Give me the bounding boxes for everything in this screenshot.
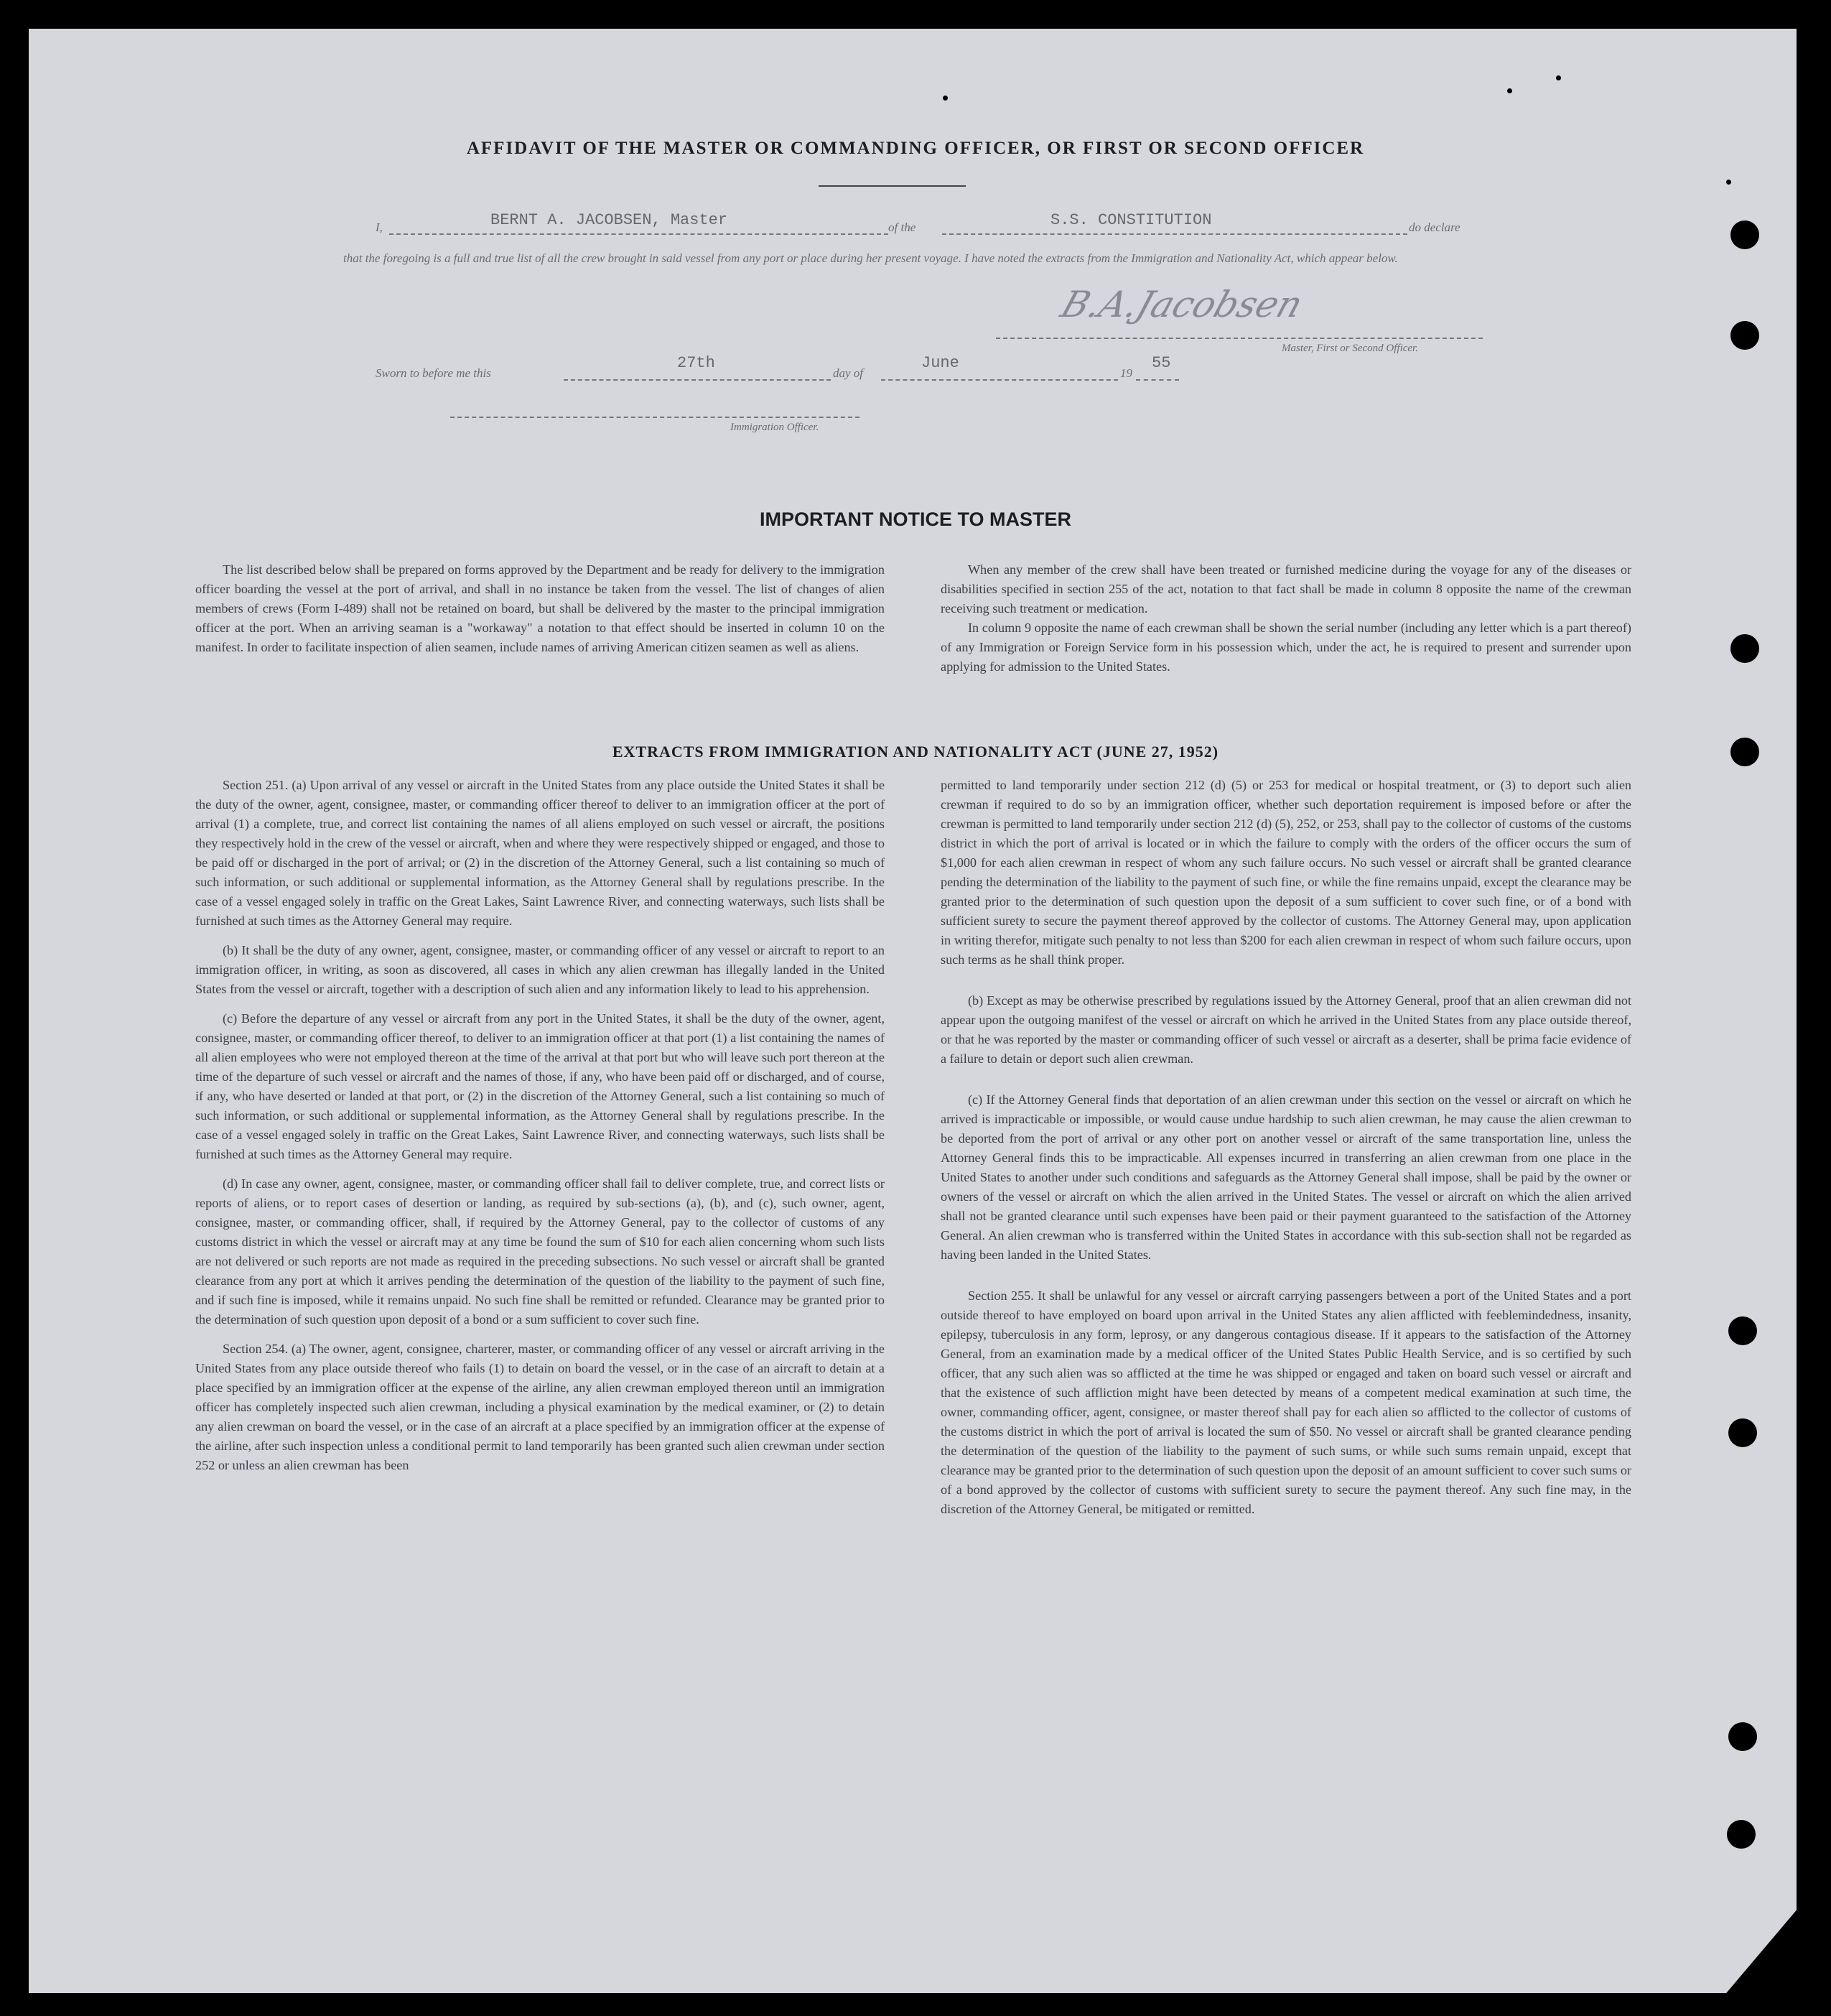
day-of-label: day of bbox=[833, 366, 864, 380]
section-254-b: (b) Except as may be otherwise prescribed by regulations issued by the Attorney General, proof that an alien crewman did not appear upon the outgoing manifest of the vessel or aircraft on which he arrived in the United States from any place outside thereof, or that he was reported by the master or commanding officer of such vessel or aircraft as a deserter, shall be prima facie evidence of a failure to detain or deport such alien crewman. bbox=[941, 993, 1631, 1066]
speck bbox=[1507, 88, 1512, 93]
declaration-text: that the foregoing is a full and true list of all the crew brought in said vessel from any port or place during her present voyage. I have noted the extracts from the Immigration and Nationality Act, which appear below. bbox=[343, 251, 1398, 265]
section-254-a: Section 254. (a) The owner, agent, consignee, charterer, master, or commanding officer of any vessel or aircraft arriving in the United States from any place outside thereof who fails (1) to detain on board the vessel, or in the case of an aircraft to detain at a place specified by an immigration officer at the expense of the airline, any alien crewman employed thereon until an immigration officer has completely inspected such alien crewman, including a physical examination by the medical examiner, or (2) to detain any alien crewman on board the vessel, or in the case of an aircraft at a place specified by an immigration officer at the expense of the airline, after such inspection unless a conditional permit to land temporarily has been granted such alien crewman under section 252 or unless an alien crewman has been bbox=[195, 1342, 885, 1472]
do-declare-label: do declare bbox=[1409, 220, 1460, 234]
sworn-label: Sworn to before me this bbox=[376, 366, 491, 380]
extracts-right-column bbox=[941, 776, 1631, 1541]
punch-hole bbox=[1728, 1418, 1757, 1447]
year-prefix: 19 bbox=[1120, 366, 1132, 380]
sworn-month: June bbox=[921, 354, 959, 372]
officer-caption: Immigration Officer. bbox=[730, 422, 819, 433]
section-251-b: (b) It shall be the duty of any owner, agent, consignee, master, or commanding officer of any vessel or aircraft to report to an immigration officer, in writing, as soon as discovered, all cases in which any alien crewman has illegally landed in the United States from the vessel or aircraft, together with a description of such alien and any information likely to lead to his apprehension. bbox=[195, 943, 885, 996]
day-line bbox=[564, 379, 831, 381]
master-name: BERNT A. JACOBSEN, Master bbox=[490, 211, 728, 229]
month-line bbox=[881, 379, 1118, 381]
torn-corner bbox=[1723, 1903, 1802, 1997]
section-254-c: (c) If the Attorney General finds that deportation of an alien crewman under this section on the vessel or aircraft on which he arrived is impracticable or impossible, or would cause undue hardship to such alien crewman, he may cause the alien crewman to be deported from the port of arrival or any other port on another vessel or aircraft of the same transportation line, unless the Attorney General finds this to be impracticable. All expenses incurred in transferring an alien crewman from one place in the United States to another under such conditions and safeguards as the Attorney General shall impose, shall be paid by the owner or owners of the vessel or aircraft on which the alien arrived in the United States. The vessel or aircraft on which the alien arrived shall not be granted clearance until such expenses have been paid or their payment guaranteed to the satisfaction of the Attorney General. An alien crewman who is transferred within the United States in accordance with this sub-section shall not be regarded as having been landed in the United States. bbox=[941, 1092, 1631, 1262]
affidavit-title: AFFIDAVIT OF THE MASTER OR COMMANDING OFFICER, OR FIRST OR SECOND OFFICER bbox=[466, 139, 1365, 158]
notice-right-column bbox=[941, 560, 1631, 685]
notice-left-column bbox=[195, 560, 885, 666]
signature-line bbox=[996, 338, 1483, 339]
signature: B.A.Jacobsen bbox=[1056, 284, 1308, 325]
punch-hole bbox=[1730, 220, 1759, 249]
title-rule bbox=[819, 185, 966, 187]
notice-heading: IMPORTANT NOTICE TO MASTER bbox=[760, 508, 1071, 530]
punch-hole bbox=[1728, 1316, 1757, 1345]
speck bbox=[1556, 75, 1561, 80]
name-line bbox=[389, 233, 888, 235]
sworn-year: 55 bbox=[1152, 354, 1171, 372]
section-255: Section 255. It shall be unlawful for any vessel or aircraft carrying passengers between a port of the United States and a port outside thereof to have employed on board upon arrival in the United States any alien afflicted with feeblemindedness, insanity, epilepsy, tuberculosis in any form, leprosy, or any dangerous contagious disease. If it appears to the satisfaction of the Attorney General, from an examination made by a medical officer of the United States Public Health Service, and is so certified by such officer, that any such alien was so afflicted at the time he was shipped or engaged and taken on board such vessel or aircraft and that the existence of such affliction might have been detected by means of a competent medical examination at such time, the owner, commanding officer, agent, consignee, or master thereof shall pay for each alien so afflicted to the collector of customs of the customs district in which the port of arrival is located the sum of $50. No vessel or aircraft shall be granted clearance pending the determination of the question of the liability to the payment of such sums, or while such sums remain unpaid, except that clearance may be granted prior to the determination of such question upon the deposit of an amount sufficient to cover such sums or of a bond approved by the collector of customs with sufficient surety to secure the payment thereof. Any such fine may, in the discretion of the Attorney General, be mitigated or remitted. bbox=[941, 1288, 1631, 1516]
punch-hole bbox=[1730, 634, 1759, 663]
vessel-name: S.S. CONSTITUTION bbox=[1050, 211, 1212, 229]
section-254-a-continued: permitted to land temporarily under section 212 (d) (5) or 253 for medical or hospital treatment, or (3) to deport such alien crewman if required to do so by an immigration officer, whether such deportation requirement is imposed before or after the crewman is permitted to land temporarily under section 212 (d) (5), 252, or 253, shall pay to the collector of customs of the customs district in which the port of arrival is located or in which the failure to comply with the orders of the officer occurs the sum of $1,000 for each alien crewman in respect of whom any such failure occurs. No such vessel or aircraft shall be granted clearance pending the determination of the liability to the payment of such fine, or while the fine remains unpaid, except the clearance may be granted prior to the determination of such question upon the deposit of a sum sufficient to cover such fine, or of a bond with sufficient surety to secure the payment thereof approved by the collector of customs. The Attorney General may, upon application in writing therefor, mitigate such penalty to not less than $200 for each alien crewman in respect of whom such failure occurs, upon such terms as he shall think proper. bbox=[941, 778, 1631, 967]
of-the-label: of the bbox=[888, 220, 916, 234]
section-251-d: (d) In case any owner, agent, consignee, master, or commanding officer shall fail to deliver complete, true, and correct lists or reports of aliens, or to report cases of desertion or landing, as required by sub-sections (a), (b), and (c), such owner, agent, consignee, master, or commanding officer, shall, if required by the Attorney General, pay to the collector of customs of any customs district in which the vessel or aircraft may at any time be found the sum of $10 for each alien concerning whom such lists are not delivered or such reports are not made as required in the preceding subsections. No such vessel or aircraft shall be granted clearance from any port at which it arrives pending the determination of the question of the liability to the payment of such fine, and if such fine is imposed, while it remains unpaid. No such fine shall be remitted or refunded. Clearance may be granted prior to the determination of such question upon deposit of a bond or a sum sufficient to cover such fine. bbox=[195, 1176, 885, 1327]
speck bbox=[1726, 180, 1731, 185]
section-251-a: Section 251. (a) Upon arrival of any vessel or aircraft in the United States from any place outside the United States it shall be the duty of the owner, agent, consignee, master, or commanding officer thereof to deliver to an immigration officer at the port of arrival (1) a complete, true, and correct list containing the names of all aliens employed on such vessel or aircraft, the positions they respectively hold in the crew of the vessel or aircraft, when and where they were respectively shipped or engaged, and those to be paid off or discharged in the port of arrival; or (2) in the discretion of the Attorney General, such a list containing so much of such information, or such additional or supplemental information, as the Attorney General shall by regulations prescribe. In the case of a vessel engaged solely in traffic on the Great Lakes, Saint Lawrence River, and connecting waterways, such lists shall be furnished at such times as the Attorney General may require. bbox=[195, 778, 885, 928]
speck bbox=[943, 96, 948, 101]
signature-caption: Master, First or Second Officer. bbox=[1282, 343, 1418, 354]
sworn-day: 27th bbox=[677, 354, 715, 372]
vessel-line bbox=[942, 233, 1407, 235]
section-251-c: (c) Before the departure of any vessel or aircraft from any port in the United States, it shall be the duty of the owner, agent, consignee, master, or commanding officer thereof, to deliver to an immigration officer at that port (1) a list containing the names of all alien employees who were not employed thereon at the time of the arrival at that port but who will leave such port thereon at the time of the departure of such vessel or aircraft and the names of those, if any, who have been paid off or discharged, and of course, if any, who have deserted or landed at that port, or (2) in the discretion of the Attorney General, such a list containing so much of such information, or such additional or supplemental information, as the Attorney General shall by regulations prescribe. In the case of a vessel engaged solely in traffic on the Great Lakes, Saint Lawrence River, and connecting waterways, such lists shall be furnished at such times as the Attorney General may require. bbox=[195, 1011, 885, 1161]
notice-right-paragraph-1: When any member of the crew shall have been treated or furnished medicine during the voyage for any of the diseases or disabilities specified in section 255 of the act, notation to that fact shall be made in column 8 opposite the name of the crewman receiving such treatment or medication. bbox=[941, 562, 1631, 616]
i-label: I, bbox=[376, 220, 383, 234]
officer-line bbox=[450, 417, 859, 418]
extracts-left-column bbox=[195, 776, 885, 1485]
year-line bbox=[1136, 379, 1179, 381]
extracts-heading: EXTRACTS FROM IMMIGRATION AND NATIONALITY ACT (JUNE 27, 1952) bbox=[612, 743, 1219, 761]
notice-right-paragraph-2: In column 9 opposite the name of each crewman shall be shown the serial number (including any letter which is a part thereof) of any Immigration or Foreign Service form in his possession which, under the act, he is required to present and surrender upon applying for admission to the United States. bbox=[941, 621, 1631, 674]
notice-left-paragraph: The list described below shall be prepared on forms approved by the Department and be ready for delivery to the immigration officer boarding the vessel at the port of arrival, and shall in no instance be taken from the vessel. The list of changes of alien members of crews (Form I-489) shall not be retained on board, but shall be delivered by the master to the principal immigration officer at the port. When an arriving seaman is a "workaway" a notation to that effect should be inserted in column 10 on the manifest. In order to facilitate inspection of alien seamen, include names of arriving American citizen seamen as well as aliens. bbox=[195, 562, 885, 654]
punch-hole bbox=[1730, 321, 1759, 350]
punch-hole bbox=[1728, 1722, 1757, 1751]
punch-hole bbox=[1727, 1820, 1756, 1849]
